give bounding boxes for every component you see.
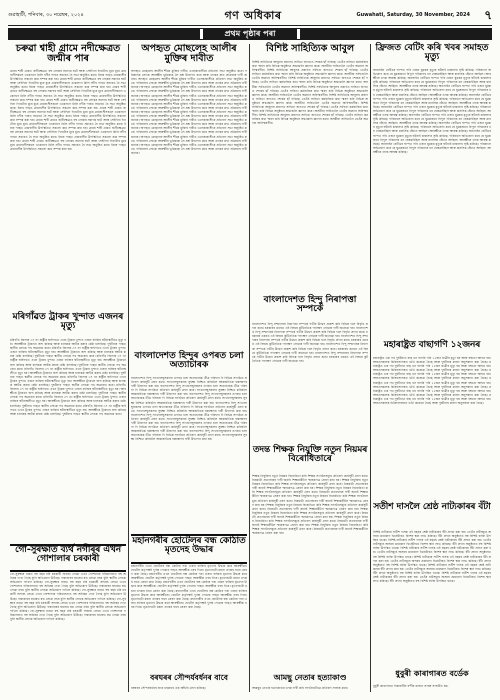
- article-text: বিশিষ্ট নাট্যকাৰ সতীশ দাসক এই বছৰৰ শ্ৰেষ্ঠ নাট্যকাৰৰ বঁটা প্ৰদান কৰা হয়। তেওঁৰ নাটসমূহে অসমৰ ভ্ৰাম্যমাণ থিয়েটাৰত বিশেষ স্থান লাভ কৰিছে। বঁটা প্ৰদান অনুষ্ঠানত বহু বিশিষ্ট ব্যক্তি উপস্থিত থাকে।: [373, 570, 491, 584]
- article-headline: আমছু নেতাৰ হত্যাকাণ্ড: [273, 673, 347, 682]
- article-headline: অপহৃত মোছলেহ আলীৰ মুক্তিৰ দাবীত: [141, 43, 237, 64]
- article-body: [373, 684, 491, 694]
- page-number: ৭: [484, 8, 492, 22]
- article-body: [131, 686, 247, 694]
- masthead: [8, 6, 492, 24]
- article-text: গ্ৰামৰ শাহী গ্ৰামত জনীক্ষেত্ৰত বহু লোকৰ সমাগম ঘটে আৰু সেইদিনা দিনটোৰ মূৰে মূৰে গ্ৰামবাসীসকলে একেলগে মিলি নদীৰ পাৰত সমবেত হৈ সভা অনুষ্ঠিত কৰে। ইয়াৰ পাছত গ্ৰামবাসীৰ উপস্থিতিত সকলো কাম সম্পন্ন কৰা হয়।: [10, 126, 126, 143]
- article-text: অপহৃত মোছলেহ আলীৰ শীঘ্ৰে মুক্তিৰ দাবীত এলেকাবাসীয়ে প্ৰতিবাদ সভা অনুষ্ঠিত কৰে। পৰিয়ালৰ লোকে আৰক্ষীৰ ভূমিকাক লৈ প্ৰশ্ন উত্থাপন কৰে আৰু তদন্তৰ দ্ৰুত প্ৰক্ৰিয়াৰ দাবী জনায়।: [131, 101, 247, 114]
- article-text: মহাৰাষ্ট্ৰত এক পথ দুৰ্ঘটনাত বাছ খন বাগৰি পৰি ১২জন যাত্ৰীৰ মৃত্যু হয় আৰু বহুতো আহত হয়। আহতসকলক চিকিৎসালয়ত ভৰ্তি কৰোৱা হৈছে আৰু দুৰ্ঘটনাৰ কাৰণ অনুসন্ধান কৰা হৈছে।: [373, 384, 491, 397]
- article-text: অনলাইন বেটিঙৰ ফান্দত পৰি এজন যুৱকৰ মৃত্যুৰ ঘটনাই চাঞ্চল্যৰ সৃষ্টি কৰিছে। পৰিয়ালে অভিযোগ কৰে যে যুৱকজনে বিপুল পৰিমাণৰ ধন হেৰুৱাইছিল আৰু মানসিক হেঁচাত আছিল। আৰক্ষীয়ে তদন্ত আৰম্ভ কৰিছে।: [373, 76, 491, 89]
- article-text: বিশিষ্ট নাট্যকাৰ সতীশ দাসক এই বছৰৰ শ্ৰেষ্ঠ নাট্যকাৰৰ বঁটা প্ৰদান কৰা হয়। তেওঁৰ নাটসমূহে অসমৰ ভ্ৰাম্যমাণ থিয়েটাৰত বিশেষ স্থান লাভ কৰিছে। বঁটা প্ৰদান অনুষ্ঠানত বহু বিশিষ্ট ব্যক্তি উপস্থিত থাকে।: [373, 546, 491, 559]
- article-text: বাংলাদেশত হিন্দু সম্প্ৰদায়ৰ নিৰাপত্তা সম্পৰ্কে গভীৰ উদ্বেগ প্ৰকাশ কৰি বিভিন্ন দলে বিবৃতি প্ৰদান কৰে। চৰকাৰৰ ওচৰত এই বিষয়ে কূটনৈতিক পদক্ষেপ লোৱাৰ দাবী জনোৱা হয়।: [252, 322, 368, 331]
- article-text: মৰিগাঁও জিলাৰ ৩৭ নং ৰাষ্ট্ৰীয় ঘাইপথত এখন ট্ৰাকৰ খুন্দাত এজন ব্যক্তিৰ ঘটনাস্থলীতে মৃত্যু হয়। আৰক্ষীয়ে ট্ৰাকখন জব্দ কৰিছে আৰু চালকক আটক কৰাৰ চেষ্টা চলাইছে। দুৰ্ঘটনাৰ পাছত স্থানীয় লোকে পথ অৱৰোধ কৰে।: [10, 395, 126, 408]
- article-body: [373, 356, 491, 500]
- article-headline: বিশিষ্ট সাহিত্যিক আবুল: [265, 43, 355, 54]
- article-text: মহানগৰীৰ এখন হোটেলৰ বন্ধ কোঠাৰ পৰা এজন ব্যক্তিৰ মৃতদেহ উদ্ধাৰ কৰে আৰক্ষীয়ে। হোটেল কৰ্তৃপক্ষই দুৰ্গন্ধ পোৱাৰ পাছত আৰক্ষীক খবৰ দিয়ে। মৃতদেহটো ময়না তদন্তৰ বাবে প্ৰেৰণ কৰা হৈছে।: [131, 588, 247, 601]
- article-text: অপহৃত মোছলেহ আলীৰ শীঘ্ৰে মুক্তিৰ দাবীত এলেকাবাসীয়ে প্ৰতিবাদ সভা অনুষ্ঠিত কৰে। পৰিয়ালৰ লোকে আৰক্ষীৰ ভূমিকাক লৈ প্ৰশ্ন উত্থাপন কৰে আৰু তদন্তৰ দ্ৰুত প্ৰক্ৰিয়াৰ দাবী জনায়।: [131, 85, 247, 98]
- article-body: [252, 60, 368, 290]
- article-text: মহাৰাষ্ট্ৰত এক পথ দুৰ্ঘটনাত বাছ খন বাগৰি পৰি ১২জন যাত্ৰীৰ মৃত্যু হয় আৰু বহুতো আহত হয়। আহতসকলক চিকিৎসালয়ত ভৰ্তি কৰোৱা হৈছে আৰু দুৰ্ঘটনাৰ কাৰণ অনুসন্ধান কৰা হৈছে।: [373, 360, 491, 373]
- article-text: গো-সুৰক্ষাৰ নামত বহু বছৰ ধৰি চৰকাৰী সাহায্য লোৱা এখন গোশালাৰ পৰিচালনাত বহু অনিয়ম দেখা গৈছে বুলি অভিযোগ উঠিছে। গৰুবোৰৰ যথাযথ যত্ন লোৱা নহয় বুলি স্থানীয় লোকে অভিযোগ দাখিল কৰিছে।: [10, 580, 126, 593]
- article-text: মৰিগাঁও জিলাৰ ৩৭ নং ৰাষ্ট্ৰীয় ঘাইপথত এখন ট্ৰাকৰ খুন্দাত এজন ব্যক্তিৰ ঘটনাস্থলীতে মৃত্যু হয়। আৰক্ষীয়ে ট্ৰাকখন জব্দ কৰিছে আৰু চালকক আটক কৰাৰ চেষ্টা চলাইছে। দুৰ্ঘটনাৰ পাছত স্থানীয় লোকে পথ অৱৰোধ কৰে।: [10, 374, 126, 388]
- article-text: অনলাইন বেটিঙৰ ফান্দত পৰি এজন যুৱকৰ মৃত্যুৰ ঘটনাই চাঞ্চল্যৰ সৃষ্টি কৰিছে। পৰিয়ালে অভিযোগ কৰে যে যুৱকজনে বিপুল পৰিমাণৰ ধন হেৰুৱাইছিল আৰু মানসিক হেঁচাত আছিল। আৰক্ষীয়ে তদন্ত আৰম্ভ কৰিছে।: [373, 129, 491, 146]
- article-text: মৰিগাঁও জিলাৰ ৩৭ নং ৰাষ্ট্ৰীয় ঘাইপথত এখন ট্ৰাকৰ খুন্দাত এজন ব্যক্তিৰ ঘটনাস্থলীতে মৃত্যু হয়। আৰক্ষীয়ে ট্ৰাকখন জব্দ কৰিছে আৰু চালকক আটক কৰাৰ চেষ্টা চলাইছে। দুৰ্ঘটনাৰ পাছত স্থানীয় লোকে পথ অৱৰোধ কৰে।: [10, 383, 126, 400]
- article-text: বাংলাদেশত হিন্দু সংখ্যালঘুসকলৰ ওপৰত চলা অত্যাচাৰক তীব্ৰ গৰিহণা দি বিভিন্ন সংগঠনে প্ৰতিবাদ কাৰ্যসূচী গ্ৰহণ কৰে। সংখ্যালঘুসকলৰ সুৰক্ষা নিশ্চিত কৰিবলৈ আন্তৰ্জাতিক হস্তক্ষেপৰ দাবী উত্থাপন কৰা হয়।: [131, 384, 247, 397]
- article-text: বাংলাদেশত হিন্দু সম্প্ৰদায়ৰ নিৰাপত্তা সম্পৰ্কে গভীৰ উদ্বেগ প্ৰকাশ কৰি বিভিন্ন দলে বিবৃতি প্ৰদান কৰে। চৰকাৰৰ ওচৰত এই বিষয়ে কূটনৈতিক পদক্ষেপ লোৱাৰ দাবী জনোৱা হয়।: [252, 326, 368, 339]
- article-text: মহানগৰীৰ এখন হোটেলৰ বন্ধ কোঠাৰ পৰা এজন ব্যক্তিৰ মৃতদেহ উদ্ধাৰ কৰে আৰক্ষীয়ে। হোটেল কৰ্তৃপক্ষই দুৰ্গন্ধ পোৱাৰ পাছত আৰক্ষীক খবৰ দিয়ে। মৃতদেহটো ময়না তদন্তৰ বাবে প্ৰেৰণ কৰা হৈছে।: [131, 572, 247, 585]
- article-text: বিশিষ্ট সাহিত্যিক আবুলৰ প্ৰয়াণত সাহিত্য জগতত শোকৰ ছাঁ পৰিছে। তেওঁৰ সাহিত্য কৰ্মৰাজিৰ কথা স্মৰণ কৰি বিভিন্ন অনুষ্ঠানে শ্ৰদ্ধাঞ্জলি জ্ঞাপন কৰে। অসমীয়া সাহিত্যলৈ তেওঁৰ অৱদান অবিস্মৰণীয়।: [252, 84, 368, 97]
- article-text: অপহৃত মোছলেহ আলীৰ শীঘ্ৰে মুক্তিৰ দাবীত এলেকাবাসীয়ে প্ৰতিবাদ সভা অনুষ্ঠিত কৰে। পৰিয়ালৰ লোকে আৰক্ষীৰ ভূমিকাক লৈ প্ৰশ্ন উত্থাপন কৰে আৰু তদন্তৰ দ্ৰুত প্ৰক্ৰিয়াৰ দাবী জনায়।: [131, 142, 247, 155]
- article-text: মৰিগাঁও জিলাৰ ৩৭ নং ৰাষ্ট্ৰীয় ঘাইপথত এখন ট্ৰাকৰ খুন্দাত এজন ব্যক্তিৰ ঘটনাস্থলীতে মৃত্যু হয়। আৰক্ষীয়ে ট্ৰাকখন জব্দ কৰিছে আৰু চালকক আটক কৰাৰ চেষ্টা চলাইছে। দুৰ্ঘটনাৰ পাছত স্থানীয় লোকে পথ অৱৰোধ কৰে।: [10, 354, 126, 371]
- article-text: গ্ৰামৰ শাহী গ্ৰামত জনীক্ষেত্ৰত বহু লোকৰ সমাগম ঘটে আৰু সেইদিনা দিনটোৰ মূৰে মূৰে গ্ৰামবাসীসকলে একেলগে মিলি নদীৰ পাৰত সমবেত হৈ সভা অনুষ্ঠিত কৰে। ইয়াৰ পাছত গ্ৰামবাসীৰ উপস্থিতিত সকলো কাম সম্পন্ন কৰা হয়।: [10, 138, 126, 151]
- article-text: বাংলাদেশত হিন্দু সম্প্ৰদায়ৰ নিৰাপত্তা সম্পৰ্কে গভীৰ উদ্বেগ প্ৰকাশ কৰি বিভিন্ন দলে বিবৃতি প্ৰদান কৰে। চৰকাৰৰ ওচৰত এই বিষয়ে কূটনৈতিক পদক্ষেপ লোৱাৰ দাবী জনোৱা হয়।: [252, 342, 368, 355]
- article-text: বাংলাদেশত হিন্দু সংখ্যালঘুসকলৰ ওপৰত চলা অত্যাচাৰক তীব্ৰ গৰিহণা দি বিভিন্ন সংগঠনে প্ৰতিবাদ কাৰ্যসূচী গ্ৰহণ কৰে। সংখ্যালঘুসকলৰ সুৰক্ষা নিশ্চিত কৰিবলৈ আন্তৰ্জাতিক হস্তক্ষেপৰ দাবী উত্থাপন কৰা হয়।: [131, 392, 247, 405]
- article-body: [373, 530, 491, 666]
- column-divider: [249, 44, 250, 692]
- article-text: শিক্ষক নিযুক্তিৰ নতুন নিয়মৰ বিৰোধিতা কৰি শিক্ষক সংগঠনসমূহে প্ৰতিবাদ কাৰ্যসূচী গ্ৰহণ কৰে। নিয়মটো প্ৰত্যাহাৰৰ দাবী জনাই শিক্ষামন্ত্ৰীলৈ স্মাৰকপত্ৰ প্ৰেৰণ কৰা হয়।: [252, 486, 368, 499]
- article-headline: বৰঘৰৰ সৌন্দৰ্যবৰ্ধনৰ বাবে: [150, 673, 228, 682]
- article-text: বিশিষ্ট সাহিত্যিক আবুলৰ প্ৰয়াণত সাহিত্য জগতত শোকৰ ছাঁ পৰিছে। তেওঁৰ সাহিত্য কৰ্মৰাজিৰ কথা স্মৰণ কৰি বিভিন্ন অনুষ্ঠানে শ্ৰদ্ধাঞ্জলি জ্ঞাপন কৰে। অসমীয়া সাহিত্যলৈ তেওঁৰ অৱদান অবিস্মৰণীয়।: [252, 60, 368, 73]
- article-text: গ্ৰামৰ শাহী গ্ৰামত জনীক্ষেত্ৰত বহু লোকৰ সমাগম ঘটে আৰু সেইদিনা দিনটোৰ মূৰে মূৰে গ্ৰামবাসীসকলে একেলগে মিলি নদীৰ পাৰত সমবেত হৈ সভা অনুষ্ঠিত কৰে। ইয়াৰ পাছত গ্ৰামবাসীৰ উপস্থিতিত সকলো কাম সম্পন্ন কৰা হয়।: [10, 69, 126, 82]
- article-body: [10, 572, 126, 692]
- article-text: বাংলাদেশত হিন্দু সংখ্যালঘুসকলৰ ওপৰত চলা অত্যাচাৰক তীব্ৰ গৰিহণা দি বিভিন্ন সংগঠনে প্ৰতিবাদ কাৰ্যসূচী গ্ৰহণ কৰে। সংখ্যালঘুসকলৰ সুৰক্ষা নিশ্চিত কৰিবলৈ আন্তৰ্জাতিক হস্তক্ষেপৰ দাবী উত্থাপন কৰা হয়।: [131, 376, 247, 389]
- article-text: মহানগৰীৰ এখন হোটেলৰ বন্ধ কোঠাৰ পৰা এজন ব্যক্তিৰ মৃতদেহ উদ্ধাৰ কৰে আৰক্ষীয়ে। হোটেল কৰ্তৃপক্ষই দুৰ্গন্ধ পোৱাৰ পাছত আৰক্ষীক খবৰ দিয়ে। মৃতদেহটো ময়না তদন্তৰ বাবে প্ৰেৰণ কৰা হৈছে।: [131, 596, 247, 609]
- article-text: অপহৃত মোছলেহ আলীৰ শীঘ্ৰে মুক্তিৰ দাবীত এলেকাবাসীয়ে প্ৰতিবাদ সভা অনুষ্ঠিত কৰে। পৰিয়ালৰ লোকে আৰক্ষীৰ ভূমিকাক লৈ প্ৰশ্ন উত্থাপন কৰে আৰু তদন্তৰ দ্ৰুত প্ৰক্ৰিয়াৰ দাবী জনায়।: [131, 118, 247, 131]
- article-text: অনলাইন বেটিঙৰ ফান্দত পৰি এজন যুৱকৰ মৃত্যুৰ ঘটনাই চাঞ্চল্যৰ সৃষ্টি কৰিছে। পৰিয়ালে অভিযোগ কৰে যে যুৱকজনে বিপুল পৰিমাণৰ ধন হেৰুৱাইছিল আৰু মানসিক হেঁচাত আছিল। আৰক্ষীয়ে তদন্ত আৰম্ভ কৰিছে।: [373, 84, 491, 97]
- article-text: শিক্ষক নিযুক্তিৰ নতুন নিয়মৰ বিৰোধিতা কৰি শিক্ষক সংগঠনসমূহে প্ৰতিবাদ কাৰ্যসূচী গ্ৰহণ কৰে। নিয়মটো প্ৰত্যাহাৰৰ দাবী জনাই শিক্ষামন্ত্ৰীলৈ স্মাৰকপত্ৰ প্ৰেৰণ কৰা হয়।: [252, 494, 368, 507]
- article-body: [131, 564, 247, 670]
- article-body: [131, 69, 247, 351]
- masthead-date-assamese: গুৱাহাটী, শনিবাৰ, ৩০ নৱেম্বৰ, ২০২৪: [8, 12, 84, 18]
- article-text: গ্ৰামৰ শাহী গ্ৰামত জনীক্ষেত্ৰত বহু লোকৰ সমাগম ঘটে আৰু সেইদিনা দিনটোৰ মূৰে মূৰে গ্ৰামবাসীসকলে একেলগে মিলি নদীৰ পাৰত সমবেত হৈ সভা অনুষ্ঠিত কৰে। ইয়াৰ পাছত গ্ৰামবাসীৰ উপস্থিতিত সকলো কাম সম্পন্ন কৰা হয়।: [10, 85, 126, 102]
- article-text: বিশিষ্ট সাহিত্যিক আবুলৰ প্ৰয়াণত সাহিত্য জগতত শোকৰ ছাঁ পৰিছে। তেওঁৰ সাহিত্য কৰ্মৰাজিৰ কথা স্মৰণ কৰি বিভিন্ন অনুষ্ঠানে শ্ৰদ্ধাঞ্জলি জ্ঞাপন কৰে। অসমীয়া সাহিত্যলৈ তেওঁৰ অৱদান অবিস্মৰণীয়।: [252, 68, 368, 81]
- article-body: [252, 322, 368, 442]
- article-text: মহাৰাষ্ট্ৰত এক পথ দুৰ্ঘটনাত বাছ খন বাগৰি পৰি ১২জন যাত্ৰীৰ মৃত্যু হয় আৰু বহুতো আহত হয়। আহতসকলক চিকিৎসালয়ত ভৰ্তি কৰোৱা হৈছে আৰু দুৰ্ঘটনাৰ কাৰণ অনুসন্ধান কৰা হৈছে।: [373, 356, 491, 365]
- article-text: বিশিষ্ট নাট্যকাৰ সতীশ দাসক এই বছৰৰ শ্ৰেষ্ঠ নাট্যকাৰৰ বঁটা প্ৰদান কৰা হয়। তেওঁৰ নাটসমূহে অসমৰ ভ্ৰাম্যমাণ থিয়েটাৰত বিশেষ স্থান লাভ কৰিছে। বঁটা প্ৰদান অনুষ্ঠানত বহু বিশিষ্ট ব্যক্তি উপস্থিত থাকে।: [373, 538, 491, 551]
- article-text: অপহৃত মোছলেহ আলীৰ শীঘ্ৰে মুক্তিৰ দাবীত এলেকাবাসীয়ে প্ৰতিবাদ সভা অনুষ্ঠিত কৰে। পৰিয়ালৰ লোকে আৰক্ষীৰ ভূমিকাক লৈ প্ৰশ্ন উত্থাপন কৰে আৰু তদন্তৰ দ্ৰুত প্ৰক্ৰিয়াৰ দাবী জনায়।: [131, 134, 247, 147]
- article-headline: বাংলাদেশত হিন্দু নিৰাপত্তা সম্পৰ্কে: [263, 295, 357, 315]
- article-text: অনলাইন বেটিঙৰ ফান্দত পৰি এজন যুৱকৰ মৃত্যুৰ ঘটনাই চাঞ্চল্যৰ সৃষ্টি কৰিছে। পৰিয়ালে অভিযোগ কৰে যে যুৱকজনে বিপুল পৰিমাণৰ ধন হেৰুৱাইছিল আৰু মানসিক হেঁচাত আছিল। আৰক্ষীয়ে তদন্ত আৰম্ভ কৰিছে।: [373, 104, 491, 118]
- article-text: মহাৰাষ্ট্ৰত এক পথ দুৰ্ঘটনাত বাছ খন বাগৰি পৰি ১২জন যাত্ৰীৰ মৃত্যু হয় আৰু বহুতো আহত হয়। আহতসকলক চিকিৎসালয়ত ভৰ্তি কৰোৱা হৈছে আৰু দুৰ্ঘটনাৰ কাৰণ অনুসন্ধান কৰা হৈছে।: [373, 376, 491, 389]
- article-headline: মহানগৰীৰ হোটেলৰ বন্ধ কোঠাত মৃতদেহ উদ্ধাৰ: [132, 536, 246, 556]
- article-headline: ধুবুৰী কাৰাগাৰত বৰ্ডেক: [395, 669, 469, 678]
- article-text: বাংলাদেশত হিন্দু সংখ্যালঘুসকলৰ ওপৰত চলা অত্যাচাৰক তীব্ৰ গৰিহণা দি বিভিন্ন সংগঠনে প্ৰতিবাদ কাৰ্যসূচী গ্ৰহণ কৰে। সংখ্যালঘুসকলৰ সুৰক্ষা নিশ্চিত কৰিবলৈ আন্তৰ্জাতিক হস্তক্ষেপৰ দাবী উত্থাপন কৰা হয়।: [131, 400, 247, 413]
- article-text: বিশিষ্ট সাহিত্যিক আবুলৰ প্ৰয়াণত সাহিত্য জগতত শোকৰ ছাঁ পৰিছে। তেওঁৰ সাহিত্য কৰ্মৰাজিৰ কথা স্মৰণ কৰি বিভিন্ন অনুষ্ঠানে শ্ৰদ্ধাঞ্জলি জ্ঞাপন কৰে। অসমীয়া সাহিত্যলৈ তেওঁৰ অৱদান অবিস্মৰণীয়।: [252, 76, 368, 89]
- article-text: অনলাইন বেটিঙৰ ফান্দত পৰি এজন যুৱকৰ মৃত্যুৰ ঘটনাই চাঞ্চল্যৰ সৃষ্টি কৰিছে। পৰিয়ালে অভিযোগ কৰে যে যুৱকজনে বিপুল পৰিমাণৰ ধন হেৰুৱাইছিল আৰু মানসিক হেঁচাত আছিল। আৰক্ষীয়ে তদন্ত আৰম্ভ কৰিছে।: [373, 121, 491, 134]
- article-headline: মৰিগাঁৱত ট্ৰাকৰ খুন্দাত এজনৰ মৃত্যু: [12, 312, 124, 332]
- article-body: [10, 69, 126, 311]
- article-body: [131, 376, 247, 534]
- article-text: অপহৃত মোছলেহ আলীৰ শীঘ্ৰে মুক্তিৰ দাবীত এলেকাবাসীয়ে প্ৰতিবাদ সভা অনুষ্ঠিত কৰে। পৰিয়ালৰ লোকে আৰক্ষীৰ ভূমিকাক লৈ প্ৰশ্ন উত্থাপন কৰে আৰু তদন্তৰ দ্ৰুত প্ৰক্ৰিয়াৰ দাবী জনায়।: [131, 109, 247, 123]
- article-text: গো-সুৰক্ষাৰ নামত বহু বছৰ ধৰি চৰকাৰী সাহায্য লোৱা এখন গোশালাৰ পৰিচালনাত বহু অনিয়ম দেখা গৈছে বুলি অভিযোগ উঠিছে। গৰুবোৰৰ যথাযথ যত্ন লোৱা নহয় বুলি স্থানীয় লোকে অভিযোগ দাখিল কৰিছে।: [10, 596, 126, 613]
- article-text: শিক্ষক নিযুক্তিৰ নতুন নিয়মৰ বিৰোধিতা কৰি শিক্ষক সংগঠনসমূহে প্ৰতিবাদ কাৰ্যসূচী গ্ৰহণ কৰে। নিয়মটো প্ৰত্যাহাৰৰ দাবী জনাই শিক্ষামন্ত্ৰীলৈ স্মাৰকপত্ৰ প্ৰেৰণ কৰা হয়।: [252, 523, 368, 536]
- article-text: বিশিষ্ট নাট্যকাৰ সতীশ দাসক এই বছৰৰ শ্ৰেষ্ঠ নাট্যকাৰৰ বঁটা প্ৰদান কৰা হয়। তেওঁৰ নাটসমূহে অসমৰ ভ্ৰাম্যমাণ থিয়েটাৰত বিশেষ স্থান লাভ কৰিছে। বঁটা প্ৰদান অনুষ্ঠানত বহু বিশিষ্ট ব্যক্তি উপস্থিত থাকে।: [373, 530, 491, 543]
- article-headline: চৰুৱা শ্বাহী গ্ৰামে নদীক্ষেত্ৰত জন্মীৰ পাৰ: [15, 43, 121, 64]
- article-text: অনলাইন বেটিঙৰ ফান্দত পৰি এজন যুৱকৰ মৃত্যুৰ ঘটনাই চাঞ্চল্যৰ সৃষ্টি কৰিছে। পৰিয়ালে অভিযোগ কৰে যে যুৱকজনে বিপুল পৰিমাণৰ ধন হেৰুৱাইছিল আৰু মানসিক হেঁচাত আছিল। আৰক্ষীয়ে তদন্ত আৰম্ভ কৰিছে।: [373, 141, 491, 154]
- article-text: মৰিগাঁও জিলাৰ ৩৭ নং ৰাষ্ট্ৰীয় ঘাইপথত এখন ট্ৰাকৰ খুন্দাত এজন ব্যক্তিৰ ঘটনাস্থলীতে মৃত্যু হয়। আৰক্ষীয়ে ট্ৰাকখন জব্দ কৰিছে আৰু চালকক আটক কৰাৰ চেষ্টা চলাইছে। দুৰ্ঘটনাৰ পাছত স্থানীয় লোকে পথ অৱৰোধ কৰে।: [10, 366, 126, 379]
- article-text: বিশিষ্ট সাহিত্যিক আবুলৰ প্ৰয়াণত সাহিত্য জগতত শোকৰ ছাঁ পৰিছে। তেওঁৰ সাহিত্য কৰ্মৰাজিৰ কথা স্মৰণ কৰি বিভিন্ন অনুষ্ঠানে শ্ৰদ্ধাঞ্জলি জ্ঞাপন কৰে। অসমীয়া সাহিত্যলৈ তেওঁৰ অৱদান অবিস্মৰণীয়।: [252, 113, 368, 126]
- article-text: শিক্ষক নিযুক্তিৰ নতুন নিয়মৰ বিৰোধিতা কৰি শিক্ষক সংগঠনসমূহে প্ৰতিবাদ কাৰ্যসূচী গ্ৰহণ কৰে। নিয়মটো প্ৰত্যাহাৰৰ দাবী জনাই শিক্ষামন্ত্ৰীলৈ স্মাৰকপত্ৰ প্ৰেৰণ কৰা হয়।: [252, 502, 368, 511]
- article-body: [252, 474, 368, 670]
- article-text: বাংলাদেশত হিন্দু সম্প্ৰদায়ৰ নিৰাপত্তা সম্পৰ্কে গভীৰ উদ্বেগ প্ৰকাশ কৰি বিভিন্ন দলে বিবৃতি প্ৰদান কৰে। চৰকাৰৰ ওচৰত এই বিষয়ে কূটনৈতিক পদক্ষেপ লোৱাৰ দাবী জনোৱা হয়।: [252, 334, 368, 347]
- article-text: গ্ৰামৰ শাহী গ্ৰামত জনীক্ষেত্ৰত বহু লোকৰ সমাগম ঘটে আৰু সেইদিনা দিনটোৰ মূৰে মূৰে গ্ৰামবাসীসকলে একেলগে মিলি নদীৰ পাৰত সমবেত হৈ সভা অনুষ্ঠিত কৰে। ইয়াৰ পাছত গ্ৰামবাসীৰ উপস্থিতিত সকলো কাম সম্পন্ন কৰা হয়।: [10, 105, 126, 123]
- article-text: অপহৃত মোছলেহ আলীৰ শীঘ্ৰে মুক্তিৰ দাবীত এলেকাবাসীয়ে প্ৰতিবাদ সভা অনুষ্ঠিত কৰে। পৰিয়ালৰ লোকে আৰক্ষীৰ ভূমিকাক লৈ প্ৰশ্ন উত্থাপন কৰে আৰু তদন্তৰ দ্ৰুত প্ৰক্ৰিয়াৰ দাবী জনায়।: [131, 77, 247, 90]
- article-text: শিক্ষক নিযুক্তিৰ নতুন নিয়মৰ বিৰোধিতা কৰি শিক্ষক সংগঠনসমূহে প্ৰতিবাদ কাৰ্যসূচী গ্ৰহণ কৰে। নিয়মটো প্ৰত্যাহাৰৰ দাবী জনাই শিক্ষামন্ত্ৰীলৈ স্মাৰকপত্ৰ প্ৰেৰণ কৰা হয়।: [252, 478, 368, 491]
- article-body: [373, 68, 491, 336]
- article-text: গ্ৰামৰ শাহী গ্ৰামত জনীক্ষেত্ৰত বহু লোকৰ সমাগম ঘটে আৰু সেইদিনা দিনটোৰ মূৰে মূৰে গ্ৰামবাসীসকলে একেলগে মিলি নদীৰ পাৰত সমবেত হৈ সভা অনুষ্ঠিত কৰে। ইয়াৰ পাছত গ্ৰামবাসীৰ উপস্থিতিত সকলো কাম সম্পন্ন কৰা হয়।: [10, 97, 126, 110]
- article-text: শিক্ষক নিযুক্তিৰ নতুন নিয়মৰ বিৰোধিতা কৰি শিক্ষক সংগঠনসমূহে প্ৰতিবাদ কাৰ্যসূচী গ্ৰহণ কৰে। নিয়মটো প্ৰত্যাহাৰৰ দাবী জনাই শিক্ষামন্ত্ৰীলৈ স্মাৰকপত্ৰ প্ৰেৰণ কৰা হয়।: [252, 514, 368, 528]
- article-text: গো-সুৰক্ষাৰ নামত বহু বছৰ ধৰি চৰকাৰী সাহায্য লোৱা এখন গোশালাৰ পৰিচালনাত বহু অনিয়ম দেখা গৈছে বুলি অভিযোগ উঠিছে। গৰুবোৰৰ যথাযথ যত্ন লোৱা নহয় বুলি স্থানীয় লোকে অভিযোগ দাখিল কৰিছে।: [10, 588, 126, 601]
- article-text: মৰিগাঁও জিলাৰ ৩৭ নং ৰাষ্ট্ৰীয় ঘাইপথত এখন ট্ৰাকৰ খুন্দাত এজন ব্যক্তিৰ ঘটনাস্থলীতে মৃত্যু হয়। আৰক্ষীয়ে ট্ৰাকখন জব্দ কৰিছে আৰু চালকক আটক কৰাৰ চেষ্টা চলাইছে। দুৰ্ঘটনাৰ পাছত স্থানীয় লোকে পথ অৱৰোধ কৰে।: [10, 346, 126, 359]
- article-text: মহাৰাষ্ট্ৰত এক পথ দুৰ্ঘটনাত বাছ খন বাগৰি পৰি ১২জন যাত্ৰীৰ মৃত্যু হয় আৰু বহুতো আহত হয়। আহতসকলক চিকিৎসালয়ত ভৰ্তি কৰোৱা হৈছে আৰু দুৰ্ঘটনাৰ কাৰণ অনুসন্ধান কৰা হৈছে।: [373, 392, 491, 406]
- article-headline: বাংলাদেশত হিন্দুৰ ওপৰত চলা অত্যাচাৰক: [134, 351, 244, 371]
- article-text: অনলাইন বেটিঙৰ ফান্দত পৰি এজন যুৱকৰ মৃত্যুৰ ঘটনাই চাঞ্চল্যৰ সৃষ্টি কৰিছে। পৰিয়ালে অভিযোগ কৰে যে যুৱকজনে বিপুল পৰিমাণৰ ধন হেৰুৱাইছিল আৰু মানসিক হেঁচাত আছিল। আৰক্ষীয়ে তদন্ত আৰম্ভ কৰিছে।: [373, 68, 491, 81]
- article-text: অপহৃত মোছলেহ আলীৰ শীঘ্ৰে মুক্তিৰ দাবীত এলেকাবাসীয়ে প্ৰতিবাদ সভা অনুষ্ঠিত কৰে। পৰিয়ালৰ লোকে আৰক্ষীৰ ভূমিকাক লৈ প্ৰশ্ন উত্থাপন কৰে আৰু তদন্তৰ দ্ৰুত প্ৰক্ৰিয়াৰ দাবী জনায়।: [131, 69, 247, 82]
- article-headline: সতীশ দাসলৈ শ্ৰেষ্ঠ নাট্যকাৰৰ বঁটা: [373, 502, 491, 512]
- article-body: [10, 338, 126, 542]
- article-text: বাংলাদেশত হিন্দু সম্প্ৰদায়ৰ নিৰাপত্তা সম্পৰ্কে গভীৰ উদ্বেগ প্ৰকাশ কৰি বিভিন্ন দলে বিবৃতি প্ৰদান কৰে। চৰকাৰৰ ওচৰত এই বিষয়ে কূটনৈতিক পদক্ষেপ লোৱাৰ দাবী জনোৱা হয়।: [252, 350, 368, 363]
- article-text: বিশিষ্ট নাট্যকাৰ সতীশ দাসক এই বছৰৰ শ্ৰেষ্ঠ নাট্যকাৰৰ বঁটা প্ৰদান কৰা হয়। তেওঁৰ নাটসমূহে অসমৰ ভ্ৰাম্যমাণ থিয়েটাৰত বিশেষ স্থান লাভ কৰিছে। বঁটা প্ৰদান অনুষ্ঠানত বহু বিশিষ্ট ব্যক্তি উপস্থিত থাকে।: [373, 562, 491, 575]
- masthead-rule: [8, 25, 492, 26]
- article-headline: তদন্ত শিক্ষক নিযুক্তি নতুন নিয়মৰ বিৰোধিতাৰে: [252, 445, 368, 465]
- article-text: অপহৃত মোছলেহ আলীৰ শীঘ্ৰে মুক্তিৰ দাবীত এলেকাবাসীয়ে প্ৰতিবাদ সভা অনুষ্ঠিত কৰে। পৰিয়ালৰ লোকে আৰক্ষীৰ ভূমিকাক লৈ প্ৰশ্ন উত্থাপন কৰে আৰু তদন্তৰ দ্ৰুত প্ৰক্ৰিয়াৰ দাবী জনায়।: [131, 93, 247, 106]
- article-text: অনলাইন বেটিঙৰ ফান্দত পৰি এজন যুৱকৰ মৃত্যুৰ ঘটনাই চাঞ্চল্যৰ সৃষ্টি কৰিছে। পৰিয়ালে অভিযোগ কৰে যে যুৱকজনে বিপুল পৰিমাণৰ ধন হেৰুৱাইছিল আৰু মানসিক হেঁচাত আছিল। আৰক্ষীয়ে তদন্ত আৰম্ভ কৰিছে।: [373, 113, 491, 126]
- section-banner: [8, 28, 492, 40]
- article-text: বৰঘৰৰ সৌন্দৰ্যবৰ্ধনৰ বাবে চৰকাৰে এক আঁচনি গ্ৰহণ কৰিছে।: [131, 686, 206, 690]
- article-text: অপহৃত মোছলেহ আলীৰ শীঘ্ৰে মুক্তিৰ দাবীত এলেকাবাসীয়ে প্ৰতিবাদ সভা অনুষ্ঠিত কৰে। পৰিয়ালৰ লোকে আৰক্ষীৰ ভূমিকাক লৈ প্ৰশ্ন উত্থাপন কৰে আৰু তদন্তৰ দ্ৰুত প্ৰক্ৰিয়াৰ দাবী জনায়।: [131, 126, 247, 139]
- article-text: গো-সুৰক্ষাৰ নামত বহু বছৰ ধৰি চৰকাৰী সাহায্য লোৱা এখন গোশালাৰ পৰিচালনাত বহু অনিয়ম দেখা গৈছে বুলি অভিযোগ উঠিছে। গৰুবোৰৰ যথাযথ যত্ন লোৱা নহয় বুলি স্থানীয় লোকে অভিযোগ দাখিল কৰিছে।: [10, 572, 126, 585]
- section-banner-text: প্ৰথম পৃষ্ঠাৰ পৰা: [200, 29, 301, 39]
- article-text: মহানগৰীৰ এখন হোটেলৰ বন্ধ কোঠাৰ পৰা এজন ব্যক্তিৰ মৃতদেহ উদ্ধাৰ কৰে আৰক্ষীয়ে। হোটেল কৰ্তৃপক্ষই দুৰ্গন্ধ পোৱাৰ পাছত আৰক্ষীক খবৰ দিয়ে। মৃতদেহটো ময়না তদন্তৰ বাবে প্ৰেৰণ কৰা হৈছে।: [131, 580, 247, 593]
- article-text: ধুবুৰী কাৰাগাৰত বিচাৰাধীন বন্দীৰ মাজত সংঘৰ্ষ সংঘটিত হয়।: [373, 684, 449, 688]
- article-text: গ্ৰামৰ শাহী গ্ৰামত জনীক্ষেত্ৰত বহু লোকৰ সমাগম ঘটে আৰু সেইদিনা দিনটোৰ মূৰে মূৰে গ্ৰামবাসীসকলে একেলগে মিলি নদীৰ পাৰত সমবেত হৈ সভা অনুষ্ঠিত কৰে। ইয়াৰ পাছত গ্ৰামবাসীৰ উপস্থিতিত সকলো কাম সম্পন্ন কৰা হয়।: [10, 77, 126, 90]
- article-text: বিশিষ্ট সাহিত্যিক আবুলৰ প্ৰয়াণত সাহিত্য জগতত শোকৰ ছাঁ পৰিছে। তেওঁৰ সাহিত্য কৰ্মৰাজিৰ কথা স্মৰণ কৰি বিভিন্ন অনুষ্ঠানে শ্ৰদ্ধাঞ্জলি জ্ঞাপন কৰে। অসমীয়া সাহিত্যলৈ তেওঁৰ অৱদান অবিস্মৰণীয়।: [252, 100, 368, 118]
- column-divider: [370, 44, 371, 692]
- article-text: গ্ৰামৰ শাহী গ্ৰামত জনীক্ষেত্ৰত বহু লোকৰ সমাগম ঘটে আৰু সেইদিনা দিনটোৰ মূৰে মূৰে গ্ৰামবাসীসকলে একেলগে মিলি নদীৰ পাৰত সমবেত হৈ সভা অনুষ্ঠিত কৰে। ইয়াৰ পাছত গ্ৰামবাসীৰ উপস্থিতিত সকলো কাম সম্পন্ন কৰা হয়।: [10, 118, 126, 131]
- article-text: মহানগৰীৰ এখন হোটেলৰ বন্ধ কোঠাৰ পৰা এজন ব্যক্তিৰ মৃতদেহ উদ্ধাৰ কৰে আৰক্ষীয়ে। হোটেল কৰ্তৃপক্ষই দুৰ্গন্ধ পোৱাৰ পাছত আৰক্ষীক খবৰ দিয়ে। মৃতদেহটো ময়না তদন্তৰ বাবে প্ৰেৰণ কৰা হৈছে।: [131, 564, 247, 577]
- article-headline: মহাৰাষ্ট্ৰত বাছাগণি ১২জনৰ: [383, 340, 481, 350]
- masthead-date-english: Guwahati, Saturday, 30 November, 2024: [356, 12, 470, 18]
- article-text: শিক্ষক নিযুক্তিৰ নতুন নিয়মৰ বিৰোধিতা কৰি শিক্ষক সংগঠনসমূহে প্ৰতিবাদ কাৰ্যসূচী গ্ৰহণ কৰে। নিয়মটো প্ৰত্যাহাৰৰ দাবী জনাই শিক্ষামন্ত্ৰীলৈ স্মাৰকপত্ৰ প্ৰেৰণ কৰা হয়।: [252, 474, 368, 483]
- article-text: শিক্ষক নিযুক্তিৰ নতুন নিয়মৰ বিৰোধিতা কৰি শিক্ষক সংগঠনসমূহে প্ৰতিবাদ কাৰ্যসূচী গ্ৰহণ কৰে। নিয়মটো প্ৰত্যাহাৰৰ দাবী জনাই শিক্ষামন্ত্ৰীলৈ স্মাৰকপত্ৰ প্ৰেৰণ কৰা হয়।: [252, 506, 368, 519]
- newspaper-logo: গণ অধিকাৰ: [224, 9, 282, 22]
- article-body: [252, 686, 368, 694]
- article-text: মৰিগাঁও জিলাৰ ৩৭ নং ৰাষ্ট্ৰীয় ঘাইপথত এখন ট্ৰাকৰ খুন্দাত এজন ব্যক্তিৰ ঘটনাস্থলীতে মৃত্যু হয়। আৰক্ষীয়ে ট্ৰাকখন জব্দ কৰিছে আৰু চালকক আটক কৰাৰ চেষ্টা চলাইছে। দুৰ্ঘটনাৰ পাছত স্থানীয় লোকে পথ অৱৰোধ কৰে।: [10, 338, 126, 351]
- article-text: বিশিষ্ট সাহিত্যিক আবুলৰ প্ৰয়াণত সাহিত্য জগতত শোকৰ ছাঁ পৰিছে। তেওঁৰ সাহিত্য কৰ্মৰাজিৰ কথা স্মৰণ কৰি বিভিন্ন অনুষ্ঠানে শ্ৰদ্ধাঞ্জলি জ্ঞাপন কৰে। অসমীয়া সাহিত্যলৈ তেওঁৰ অৱদান অবিস্মৰণীয়।: [252, 92, 368, 105]
- article-text: মহাৰাষ্ট্ৰত এক পথ দুৰ্ঘটনাত বাছ খন বাগৰি পৰি ১২জন যাত্ৰীৰ মৃত্যু হয় আৰু বহুতো আহত হয়। আহতসকলক চিকিৎসালয়ত ভৰ্তি কৰোৱা হৈছে আৰু দুৰ্ঘটনাৰ কাৰণ অনুসন্ধান কৰা হৈছে।: [373, 368, 491, 381]
- article-text: গো-সুৰক্ষাৰ নামত বহু বছৰ ধৰি চৰকাৰী সাহায্য লোৱা এখন গোশালাৰ পৰিচালনাত বহু অনিয়ম দেখা গৈছে বুলি অভিযোগ উঠিছে। গৰুবোৰৰ যথাযথ যত্ন লোৱা নহয় বুলি স্থানীয় লোকে অভিযোগ দাখিল কৰিছে।: [10, 608, 126, 622]
- article-text: বাংলাদেশত হিন্দু সংখ্যালঘুসকলৰ ওপৰত চলা অত্যাচাৰক তীব্ৰ গৰিহণা দি বিভিন্ন সংগঠনে প্ৰতিবাদ কাৰ্যসূচী গ্ৰহণ কৰে। সংখ্যালঘুসকলৰ সুৰক্ষা নিশ্চিত কৰিবলৈ আন্তৰ্জাতিক হস্তক্ষেপৰ দাবী উত্থাপন কৰা হয়।: [131, 421, 247, 434]
- article-text: বাংলাদেশত হিন্দু সংখ্যালঘুসকলৰ ওপৰত চলা অত্যাচাৰক তীব্ৰ গৰিহণা দি বিভিন্ন সংগঠনে প্ৰতিবাদ কাৰ্যসূচী গ্ৰহণ কৰে। সংখ্যালঘুসকলৰ সুৰক্ষা নিশ্চিত কৰিবলৈ আন্তৰ্জাতিক হস্তক্ষেপৰ দাবী উত্থাপন কৰা হয়।: [131, 429, 247, 442]
- article-text: বিশিষ্ট নাট্যকাৰ সতীশ দাসক এই বছৰৰ শ্ৰেষ্ঠ নাট্যকাৰৰ বঁটা প্ৰদান কৰা হয়। তেওঁৰ নাটসমূহে অসমৰ ভ্ৰাম্যমাণ থিয়েটাৰত বিশেষ স্থান লাভ কৰিছে। বঁটা প্ৰদান অনুষ্ঠানত বহু বিশিষ্ট ব্যক্তি উপস্থিত থাকে।: [373, 554, 491, 567]
- column-divider: [128, 44, 129, 692]
- article-headline: গো-সুৰক্ষাত ব্যৰ্থ নগীৰৰ এখন গোশালাৰ চৰকাৰী: [14, 545, 122, 565]
- article-text: অনলাইন বেটিঙৰ ফান্দত পৰি এজন যুৱকৰ মৃত্যুৰ ঘটনাই চাঞ্চল্যৰ সৃষ্টি কৰিছে। পৰিয়ালে অভিযোগ কৰে যে যুৱকজনে বিপুল পৰিমাণৰ ধন হেৰুৱাইছিল আৰু মানসিক হেঁচাত আছিল। আৰক্ষীয়ে তদন্ত আৰম্ভ কৰিছে।: [373, 92, 491, 109]
- article-text: মৰিগাঁও জিলাৰ ৩৭ নং ৰাষ্ট্ৰীয় ঘাইপথত এখন ট্ৰাকৰ খুন্দাত এজন ব্যক্তিৰ ঘটনাস্থলীতে মৃত্যু হয়। আৰক্ষীয়ে ট্ৰাকখন জব্দ কৰিছে আৰু চালকক আটক কৰাৰ চেষ্টা চলাইছে। দুৰ্ঘটনাৰ পাছত স্থানীয় লোকে পথ অৱৰোধ কৰে।: [10, 403, 126, 416]
- article-text: বাংলাদেশত হিন্দু সংখ্যালঘুসকলৰ ওপৰত চলা অত্যাচাৰক তীব্ৰ গৰিহণা দি বিভিন্ন সংগঠনে প্ৰতিবাদ কাৰ্যসূচী গ্ৰহণ কৰে। সংখ্যালঘুসকলৰ সুৰক্ষা নিশ্চিত কৰিবলৈ আন্তৰ্জাতিক হস্তক্ষেপৰ দাবী উত্থাপন কৰা হয়।: [131, 412, 247, 426]
- article-headline: ফ্ৰিজত বেটিং কৰি খবৰ সমাহত মৃত্যু: [375, 43, 489, 63]
- article-text: আমছুৰ নেতাৰ হত্যাকাণ্ডৰ তদন্ত দাবী কৰি সংগঠনটোৱে প্ৰতিবাদ সাব্যস্ত কৰে।: [252, 686, 349, 690]
